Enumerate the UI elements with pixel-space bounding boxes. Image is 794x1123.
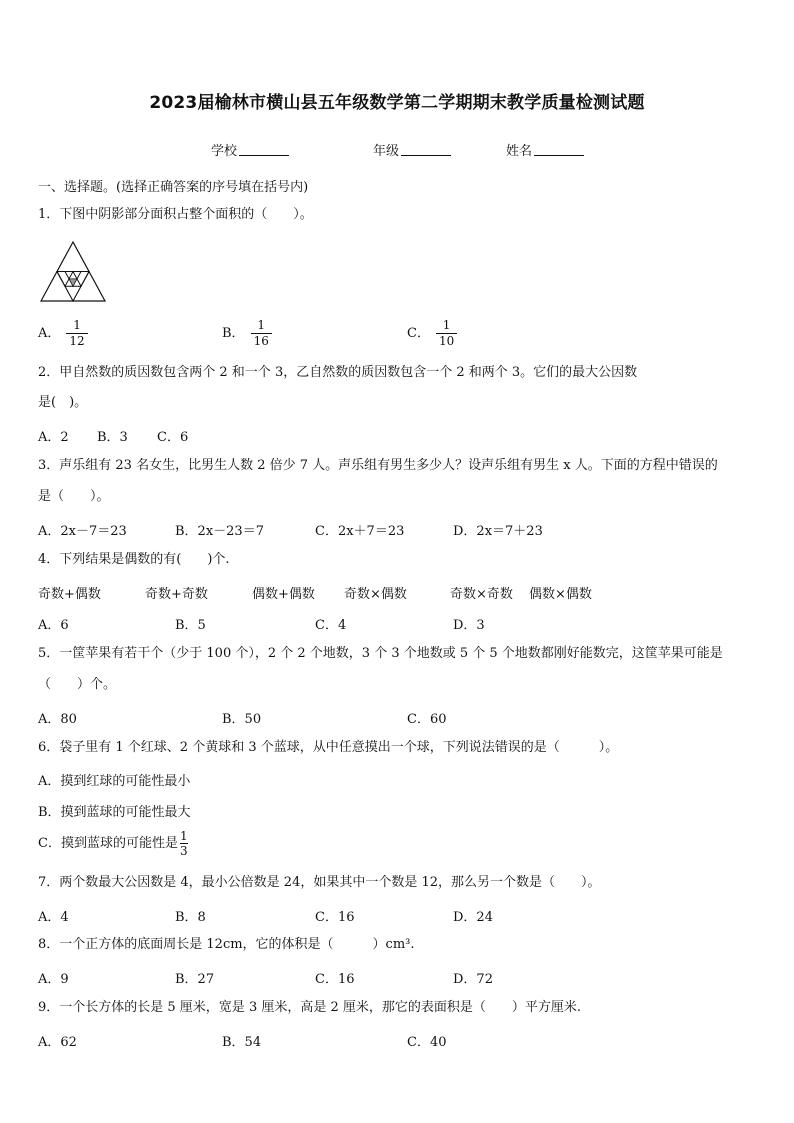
grade-label: 年级 — [373, 144, 400, 159]
grade-field[interactable] — [373, 140, 451, 159]
question-9-option-b[interactable]: B．54 — [222, 1035, 262, 1050]
option-label: B． — [222, 326, 245, 341]
question-9-option-a[interactable]: A．62 — [38, 1035, 77, 1050]
name-label: 姓名 — [506, 144, 533, 159]
question-5-option-c[interactable]: C．60 — [407, 712, 447, 727]
question-2-option-c[interactable]: C．6 — [157, 430, 189, 445]
numerator: 1 — [442, 318, 451, 332]
question-8-option-b[interactable]: B．27 — [175, 972, 215, 987]
section-heading: 一、选择题。(选择正确答案的序号填在括号内) — [38, 180, 309, 195]
fraction — [66, 318, 87, 349]
question-1-text: 1．下图中阴影部分面积占整个面积的（ ）。 — [38, 207, 313, 222]
question-9-option-c[interactable]: C．40 — [407, 1035, 447, 1050]
question-7-text: 7．两个数最大公因数是 4，最小公倍数是 24，如果其中一个数是 12，那么另一个数是（ ）。 — [38, 875, 601, 890]
question-1-option-c[interactable] — [407, 318, 457, 349]
question-5-line-2: （ ）个。 — [38, 677, 117, 692]
question-9-text: 9．一个长方体的长是 5 厘米，宽是 3 厘米，高是 2 厘米，那它的表面积是（ ）平方厘米. — [38, 1000, 582, 1015]
question-3-line-1: 3．声乐组有 23 名女生，比男生人数 2 倍少 7 人。声乐组有男生多少人？设声乐组有男生 x 人。下面的方程中错误的 — [38, 458, 718, 473]
fraction — [436, 318, 457, 349]
question-2-option-b[interactable]: B．3 — [97, 430, 128, 445]
denominator: 3 — [179, 844, 188, 858]
question-4-option-c[interactable]: C．4 — [315, 618, 347, 633]
name-field[interactable] — [506, 140, 584, 159]
question-6-text: 6．袋子里有 1 个红球、2 个黄球和 3 个蓝球，从中任意摸出一个球，下列说法错误的是（ ）。 — [38, 740, 619, 755]
question-7-option-b[interactable]: B．8 — [175, 910, 206, 925]
question-6-option-c[interactable] — [38, 829, 188, 858]
question-6-option-b[interactable]: B．摸到蓝球的可能性最大 — [38, 805, 191, 820]
question-4-item: 奇数+偶数 — [38, 587, 101, 602]
school-blank[interactable] — [239, 143, 289, 156]
fraction — [251, 318, 272, 349]
option-text: C．摸到蓝球的可能性是 — [38, 836, 178, 851]
question-2-line-2: 是( )。 — [38, 395, 88, 410]
question-5-option-b[interactable]: B．50 — [222, 712, 262, 727]
question-7-option-d[interactable]: D．24 — [453, 910, 493, 925]
question-4-text: 4．下列结果是偶数的有( )个. — [38, 552, 230, 567]
numerator: 1 — [73, 318, 81, 332]
question-4-option-a[interactable]: A．6 — [38, 618, 69, 633]
question-1-option-b[interactable] — [222, 318, 272, 349]
triangle-figure — [38, 240, 108, 304]
question-8-option-c[interactable]: C．16 — [315, 972, 355, 987]
question-7-option-c[interactable]: C．16 — [315, 910, 355, 925]
question-8-option-a[interactable]: A．9 — [38, 972, 69, 987]
question-7-option-a[interactable]: A．4 — [38, 910, 69, 925]
question-4-item: 偶数+偶数 — [252, 587, 315, 602]
question-4-item: 偶数×偶数 — [529, 587, 592, 602]
question-4-item: 奇数×奇数 — [450, 587, 513, 602]
numerator: 1 — [179, 829, 188, 843]
question-5-option-a[interactable]: A．80 — [38, 712, 77, 727]
page-title: 2023届榆林市横山县五年级数学第二学期期末教学质量检测试题 — [149, 93, 645, 113]
question-6-option-a[interactable]: A．摸到红球的可能性最小 — [38, 774, 191, 789]
question-3-line-2: 是（ ）。 — [38, 489, 110, 504]
question-4-item: 奇数×偶数 — [344, 587, 407, 602]
question-8-text: 8．一个正方体的底面周长是 12cm，它的体积是（ ）cm³. — [38, 937, 415, 952]
question-2-option-a[interactable]: A．2 — [38, 430, 69, 445]
denominator: 10 — [438, 334, 455, 348]
question-4-option-d[interactable]: D．3 — [453, 618, 485, 633]
question-5-line-1: 5．一筐苹果有若干个（少于 100 个），2 个 2 个地数，3 个 3 个地数或 5 个 5 个地数都刚好能数完，这筐苹果可能是 — [38, 646, 723, 661]
option-label: C． — [407, 326, 430, 341]
question-3-option-a[interactable]: A．2x－7＝23 — [38, 524, 127, 539]
question-4-option-b[interactable]: B．5 — [175, 618, 206, 633]
name-blank[interactable] — [534, 143, 584, 156]
numerator: 1 — [257, 318, 266, 332]
grade-blank[interactable] — [401, 143, 451, 156]
question-2-line-1: 2．甲自然数的质因数包含两个 2 和一个 3，乙自然数的质因数包含一个 2 和两个 3。它们的最大公因数 — [38, 365, 638, 380]
school-field[interactable] — [211, 140, 289, 159]
fraction — [180, 829, 188, 858]
option-label: A． — [38, 326, 61, 341]
question-4-item: 奇数+奇数 — [145, 587, 208, 602]
denominator: 12 — [69, 334, 85, 348]
question-3-option-c[interactable]: C．2x＋7＝23 — [315, 524, 405, 539]
question-3-option-b[interactable]: B．2x－23＝7 — [175, 524, 264, 539]
question-8-option-d[interactable]: D．72 — [453, 972, 493, 987]
denominator: 16 — [253, 334, 269, 348]
question-3-option-d[interactable]: D．2x＝7＋23 — [453, 524, 543, 539]
school-label: 学校 — [211, 144, 238, 159]
question-1-option-a[interactable] — [38, 318, 88, 349]
